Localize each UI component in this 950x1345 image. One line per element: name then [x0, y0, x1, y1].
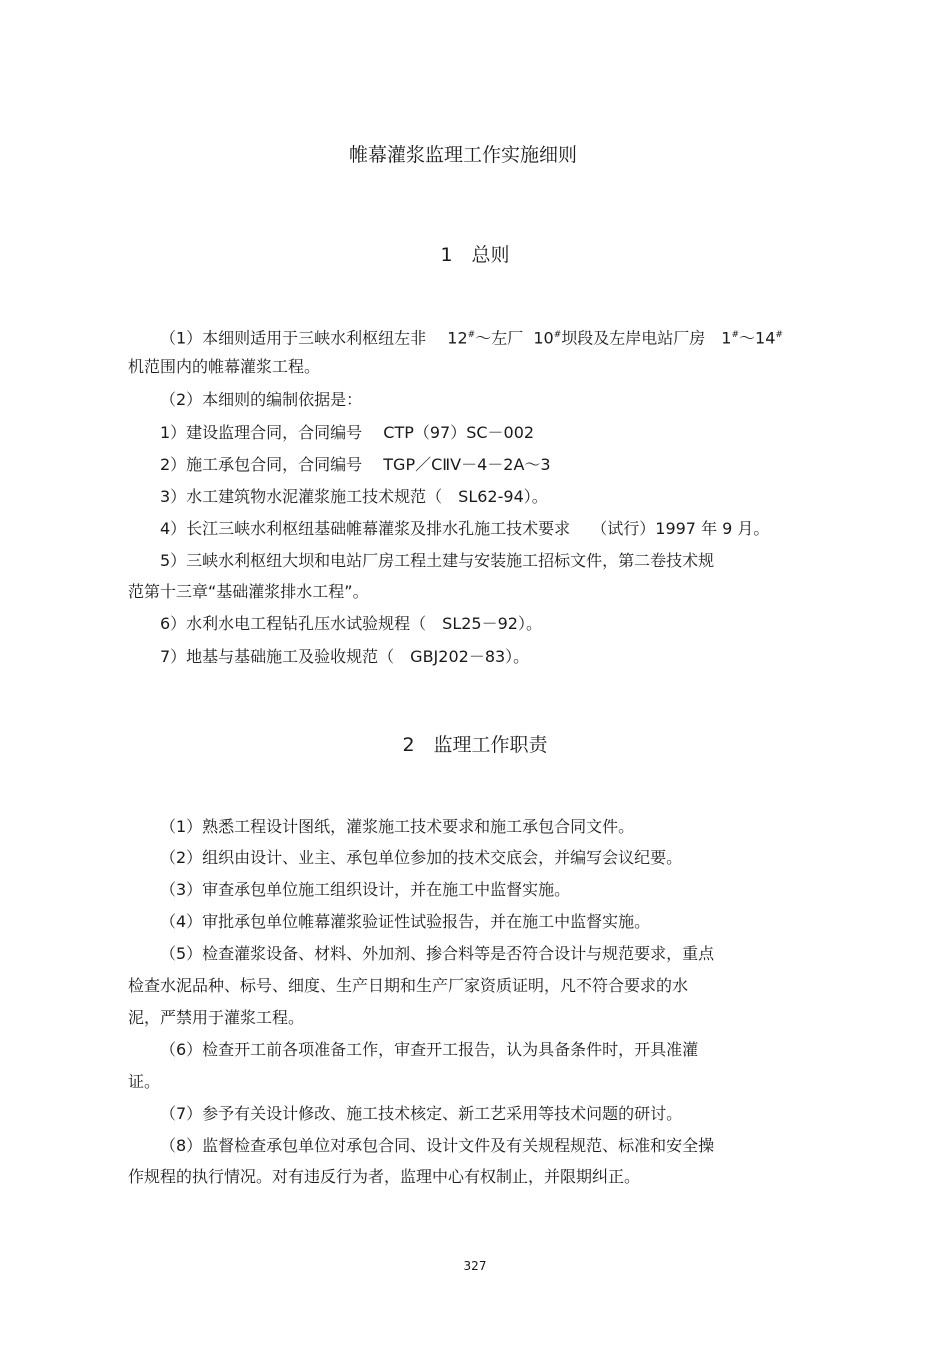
paragraph-1-line-1: （1）本细则适用于三峡水利枢纽左非 12#～左厂 10#坝段及左岸电站厂房 1#～14# — [160, 328, 783, 348]
page-number: 327 — [463, 1259, 487, 1273]
basis-item-2: 2）施工承包合同，合同编号 TGP／CⅡV－4－2A～3 — [160, 455, 551, 474]
paragraph-2: （2）本细则的编制依据是： — [160, 390, 363, 409]
basis-item-1: 1）建设监理合同，合同编号 CTP（97）SC－002 — [160, 423, 535, 442]
duty-line-1: （1）熟悉工程设计图纸，灌浆施工技术要求和施工承包合同文件。 — [160, 817, 635, 836]
section-2-heading: 2 监理工作职责 — [402, 734, 548, 756]
basis-item-3: 3）水工建筑物水泥灌浆施工技术规范（ SL62-94）。 — [160, 487, 548, 506]
paragraph-1-line-2: 机范围内的帷幕灌浆工程。 — [128, 357, 321, 376]
duty-line-5: （5）检查灌浆设备、材料、外加剂、掺合料等是否符合设计与规范要求，重点 — [160, 944, 715, 963]
duty-line-5-cont-2: 泥，严禁用于灌浆工程。 — [128, 1008, 305, 1027]
duty-line-6: （6）检查开工前各项准备工作，审查开工报告，认为具备条件时，开具准灌 — [160, 1040, 699, 1059]
duty-line-8: （8）监督检查承包单位对承包合同、设计文件及有关规程规范、标准和安全操 — [160, 1136, 715, 1155]
document-title: 帷幕灌浆监理工作实施细则 — [348, 144, 577, 166]
duty-line-8-cont: 作规程的执行情况。对有违反行为者，监理中心有权制止，并限期纠正。 — [128, 1167, 641, 1186]
section-1-heading: 1 总则 — [440, 244, 510, 266]
duty-line-5-cont-1: 检查水泥品种、标号、细度、生产日期和生产厂家资质证明，凡不符合要求的水 — [128, 976, 689, 995]
basis-item-6: 6）水利水电工程钻孔压水试验规程（ SL25－92）。 — [160, 614, 542, 633]
duty-line-7: （7）参予有关设计修改、施工技术核定、新工艺采用等技术问题的研讨。 — [160, 1104, 683, 1123]
duty-line-2: （2）组织由设计、业主、承包单位参加的技术交底会，并编写会议纪要。 — [160, 848, 683, 867]
basis-item-5-continuation: 范第十三章“基础灌浆排水工程”。 — [128, 582, 369, 601]
basis-item-5: 5）三峡水利枢纽大坝和电站厂房工程土建与安装施工招标文件，第二卷技术规 — [160, 551, 715, 570]
duty-line-3: （3）审查承包单位施工组织设计，并在施工中监督实施。 — [160, 880, 571, 899]
basis-item-4: 4）长江三峡水利枢纽基础帷幕灌浆及排水孔施工技术要求 （试行）1997 年 9 月。 — [160, 519, 770, 538]
basis-item-7: 7）地基与基础施工及验收规范（ GBJ202－83）。 — [160, 647, 530, 666]
duty-line-6-cont: 证。 — [128, 1072, 161, 1091]
duty-line-4: （4）审批承包单位帷幕灌浆验证性试验报告，并在施工中监督实施。 — [160, 912, 651, 931]
